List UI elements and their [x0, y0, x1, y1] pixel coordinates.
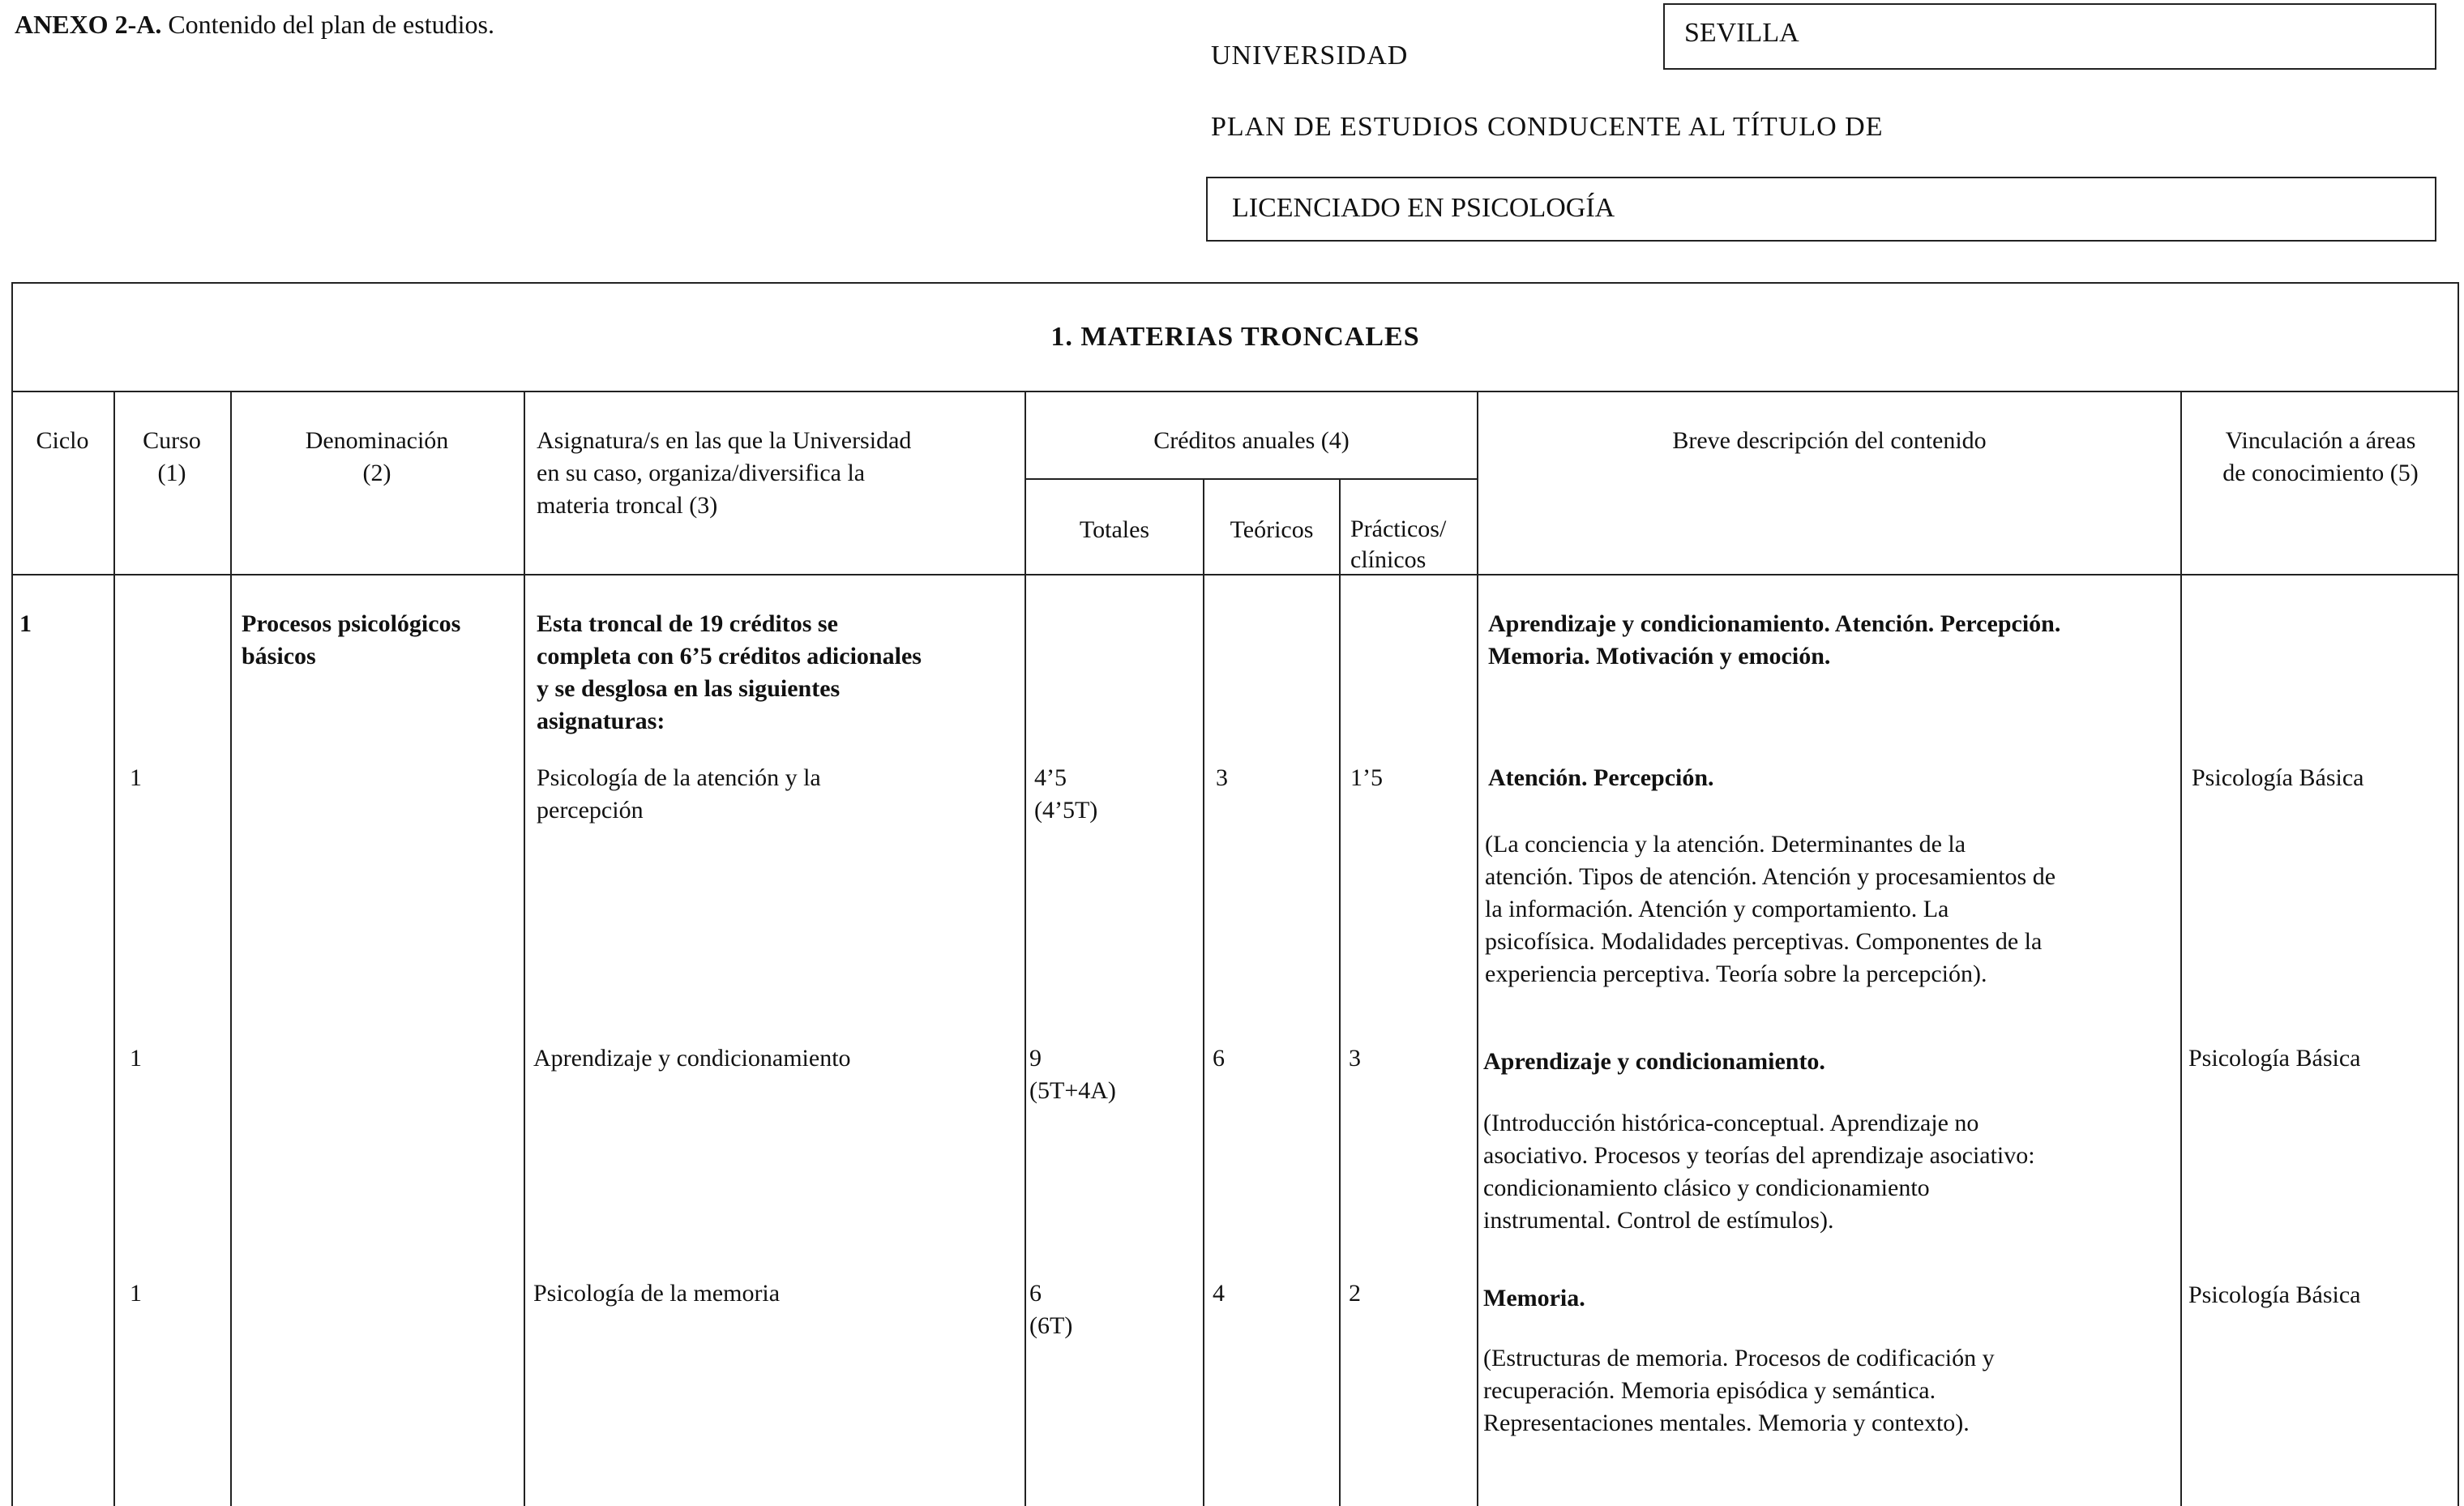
- row3-desc-body: [1483, 1342, 2179, 1440]
- plan-label: PLAN DE ESTUDIOS CONDUCENTE AL TÍTULO DE: [1211, 112, 1884, 142]
- main-denominacion-line2: básicos: [242, 643, 316, 670]
- header-vinculacion-line1: Vinculación a áreas: [2225, 427, 2416, 454]
- row2-totales-detail: (5T+4A): [1029, 1077, 1116, 1104]
- main-asignatura: [537, 608, 1023, 738]
- university-box: [1663, 3, 2436, 70]
- header-vinculacion-line2: de conocimiento (5): [2222, 460, 2419, 486]
- main-asignatura-line4: asignaturas:: [537, 708, 665, 734]
- rule-under-title: [11, 391, 2459, 392]
- row1-asignatura-line2: percepción: [537, 797, 644, 824]
- row2-totales-value: 9: [1029, 1045, 1042, 1072]
- col-divider-creditos: [1477, 391, 1478, 1506]
- row3-practicos: 2: [1349, 1280, 1361, 1307]
- row2-asignatura: [533, 1042, 1015, 1075]
- degree-title-box: [1206, 177, 2436, 242]
- row3-desc-line3: Representaciones mentales. Memoria y contexto).: [1483, 1410, 1970, 1436]
- row2-teoricos: 6: [1213, 1045, 1225, 1072]
- row2-desc-line2: asociativo. Procesos y teorías del aprendizaje asociativo:: [1483, 1142, 2035, 1169]
- row1-desc-line3: la información. Atención y comportamiento. La: [1485, 896, 1949, 922]
- header-denominacion: [230, 425, 524, 490]
- row1-desc-line1: (La conciencia y la atención. Determinantes de la: [1485, 831, 1966, 858]
- row1-asignatura: [537, 762, 1015, 827]
- row1-curso: 1: [130, 764, 142, 791]
- row2-desc-body: [1483, 1107, 2179, 1237]
- annex-text: Contenido del plan de estudios.: [161, 10, 494, 39]
- university-label: UNIVERSIDAD: [1211, 41, 1409, 71]
- row3-totales-value: 6: [1029, 1280, 1042, 1307]
- row2-desc-line1: (Introducción histórica-conceptual. Aprendizaje no: [1483, 1110, 1979, 1136]
- header-creditos: Créditos anuales (4): [1153, 427, 1350, 454]
- row1-totales-value: 4’5: [1034, 764, 1067, 791]
- header-descripcion: Breve descripción del contenido: [1672, 427, 1987, 454]
- row1-asignatura-line1: Psicología de la atención y la: [537, 764, 821, 791]
- degree-title: LICENCIADO EN PSICOLOGÍA: [1232, 193, 1615, 223]
- header-asignaturas-line1: Asignatura/s en las que la Universidad: [537, 427, 912, 454]
- row3-totales: [1029, 1277, 1072, 1342]
- main-descripcion-line2: Memoria. Motivación y emoción.: [1488, 643, 1831, 670]
- header-practicos-line1: Prácticos/: [1350, 516, 1447, 542]
- col-divider-totales: [1203, 478, 1204, 1506]
- header-denominacion-line2: (2): [362, 460, 391, 486]
- row3-asignatura-line1: Psicología de la memoria: [533, 1280, 781, 1307]
- header-practicos-line2: clínicos: [1350, 546, 1427, 573]
- main-asignatura-line2: completa con 6’5 créditos adicionales: [537, 643, 922, 670]
- row1-desc-line4: psicofísica. Modalidades perceptivas. Componentes de la: [1485, 928, 2043, 955]
- row2-desc-line4: instrumental. Control de estímulos).: [1483, 1207, 1834, 1234]
- row1-totales-detail: (4’5T): [1034, 797, 1098, 824]
- header-ciclo: Ciclo: [36, 427, 89, 454]
- row1-totales: [1034, 762, 1097, 827]
- header-vinculacion: [2182, 425, 2459, 490]
- rule-under-creditos: [1026, 478, 1478, 480]
- main-asignatura-line1: Esta troncal de 19 créditos se: [537, 610, 838, 637]
- row1-desc-body: [1485, 828, 2179, 990]
- row1-teoricos: 3: [1216, 764, 1228, 791]
- university-value: SEVILLA: [1684, 18, 1799, 48]
- col-divider-teoricos: [1339, 478, 1341, 1506]
- row3-teoricos: 4: [1213, 1280, 1225, 1307]
- row2-asignatura-line1: Aprendizaje y condicionamiento: [533, 1045, 851, 1072]
- row1-desc-line5: experiencia perceptiva. Teoría sobre la percepción).: [1485, 961, 1987, 987]
- row3-totales-detail: (6T): [1029, 1312, 1073, 1339]
- row1-practicos: 1’5: [1350, 764, 1383, 791]
- rule-under-headers: [11, 574, 2459, 575]
- main-asignatura-line3: y se desglosa en las siguientes: [537, 675, 841, 702]
- row2-totales: [1029, 1042, 1116, 1107]
- header-totales: Totales: [1079, 516, 1150, 543]
- header-practicos: [1350, 514, 1477, 575]
- header-asignaturas-line3: materia troncal (3): [537, 492, 718, 519]
- col-divider-ciclo: [113, 391, 115, 1506]
- row2-curso: 1: [130, 1045, 142, 1072]
- row3-curso: 1: [130, 1280, 142, 1307]
- row2-area: Psicología Básica: [2188, 1045, 2361, 1072]
- col-divider-asignatura: [1025, 391, 1026, 1506]
- header-curso-line2: (1): [157, 460, 186, 486]
- row2-desc-line3: condicionamiento clásico y condicionamiento: [1483, 1174, 1930, 1201]
- main-denominacion-line1: Procesos psicológicos: [242, 610, 461, 637]
- row1-area: Psicología Básica: [2192, 764, 2364, 791]
- annex-label: ANEXO 2-A.: [15, 10, 162, 39]
- row1-desc-title: Atención. Percepción.: [1488, 764, 1714, 791]
- col-divider-curso: [230, 391, 232, 1506]
- annex-heading: [15, 10, 494, 40]
- main-descripcion-line1: Aprendizaje y condicionamiento. Atención. Percepción.: [1488, 610, 2061, 637]
- col-divider-descripcion: [2180, 391, 2182, 1506]
- header-asignaturas: [537, 425, 1023, 522]
- row3-desc-title: Memoria.: [1483, 1285, 1585, 1311]
- row2-desc-title: Aprendizaje y condicionamiento.: [1483, 1048, 1825, 1075]
- header-curso-line1: Curso: [143, 427, 201, 454]
- main-ciclo: 1: [19, 610, 32, 637]
- header-denominacion-line1: Denominación: [305, 427, 449, 454]
- col-divider-denominacion: [524, 391, 525, 1506]
- row3-desc-line2: recuperación. Memoria episódica y semántica.: [1483, 1377, 1936, 1404]
- row3-desc-line1: (Estructuras de memoria. Procesos de codificación y: [1483, 1345, 1995, 1371]
- section-title: 1. MATERIAS TRONCALES: [1050, 322, 1420, 352]
- row1-desc-line2: atención. Tipos de atención. Atención y procesamientos de: [1485, 863, 2056, 890]
- header-asignaturas-line2: en su caso, organiza/diversifica la: [537, 460, 866, 486]
- row2-practicos: 3: [1349, 1045, 1361, 1072]
- header-curso: [113, 425, 230, 490]
- row3-asignatura: [533, 1277, 1015, 1310]
- row3-area: Psicología Básica: [2188, 1281, 2361, 1308]
- header-teoricos: Teóricos: [1230, 516, 1314, 543]
- main-denominacion: [242, 608, 522, 673]
- main-descripcion: [1488, 608, 2177, 673]
